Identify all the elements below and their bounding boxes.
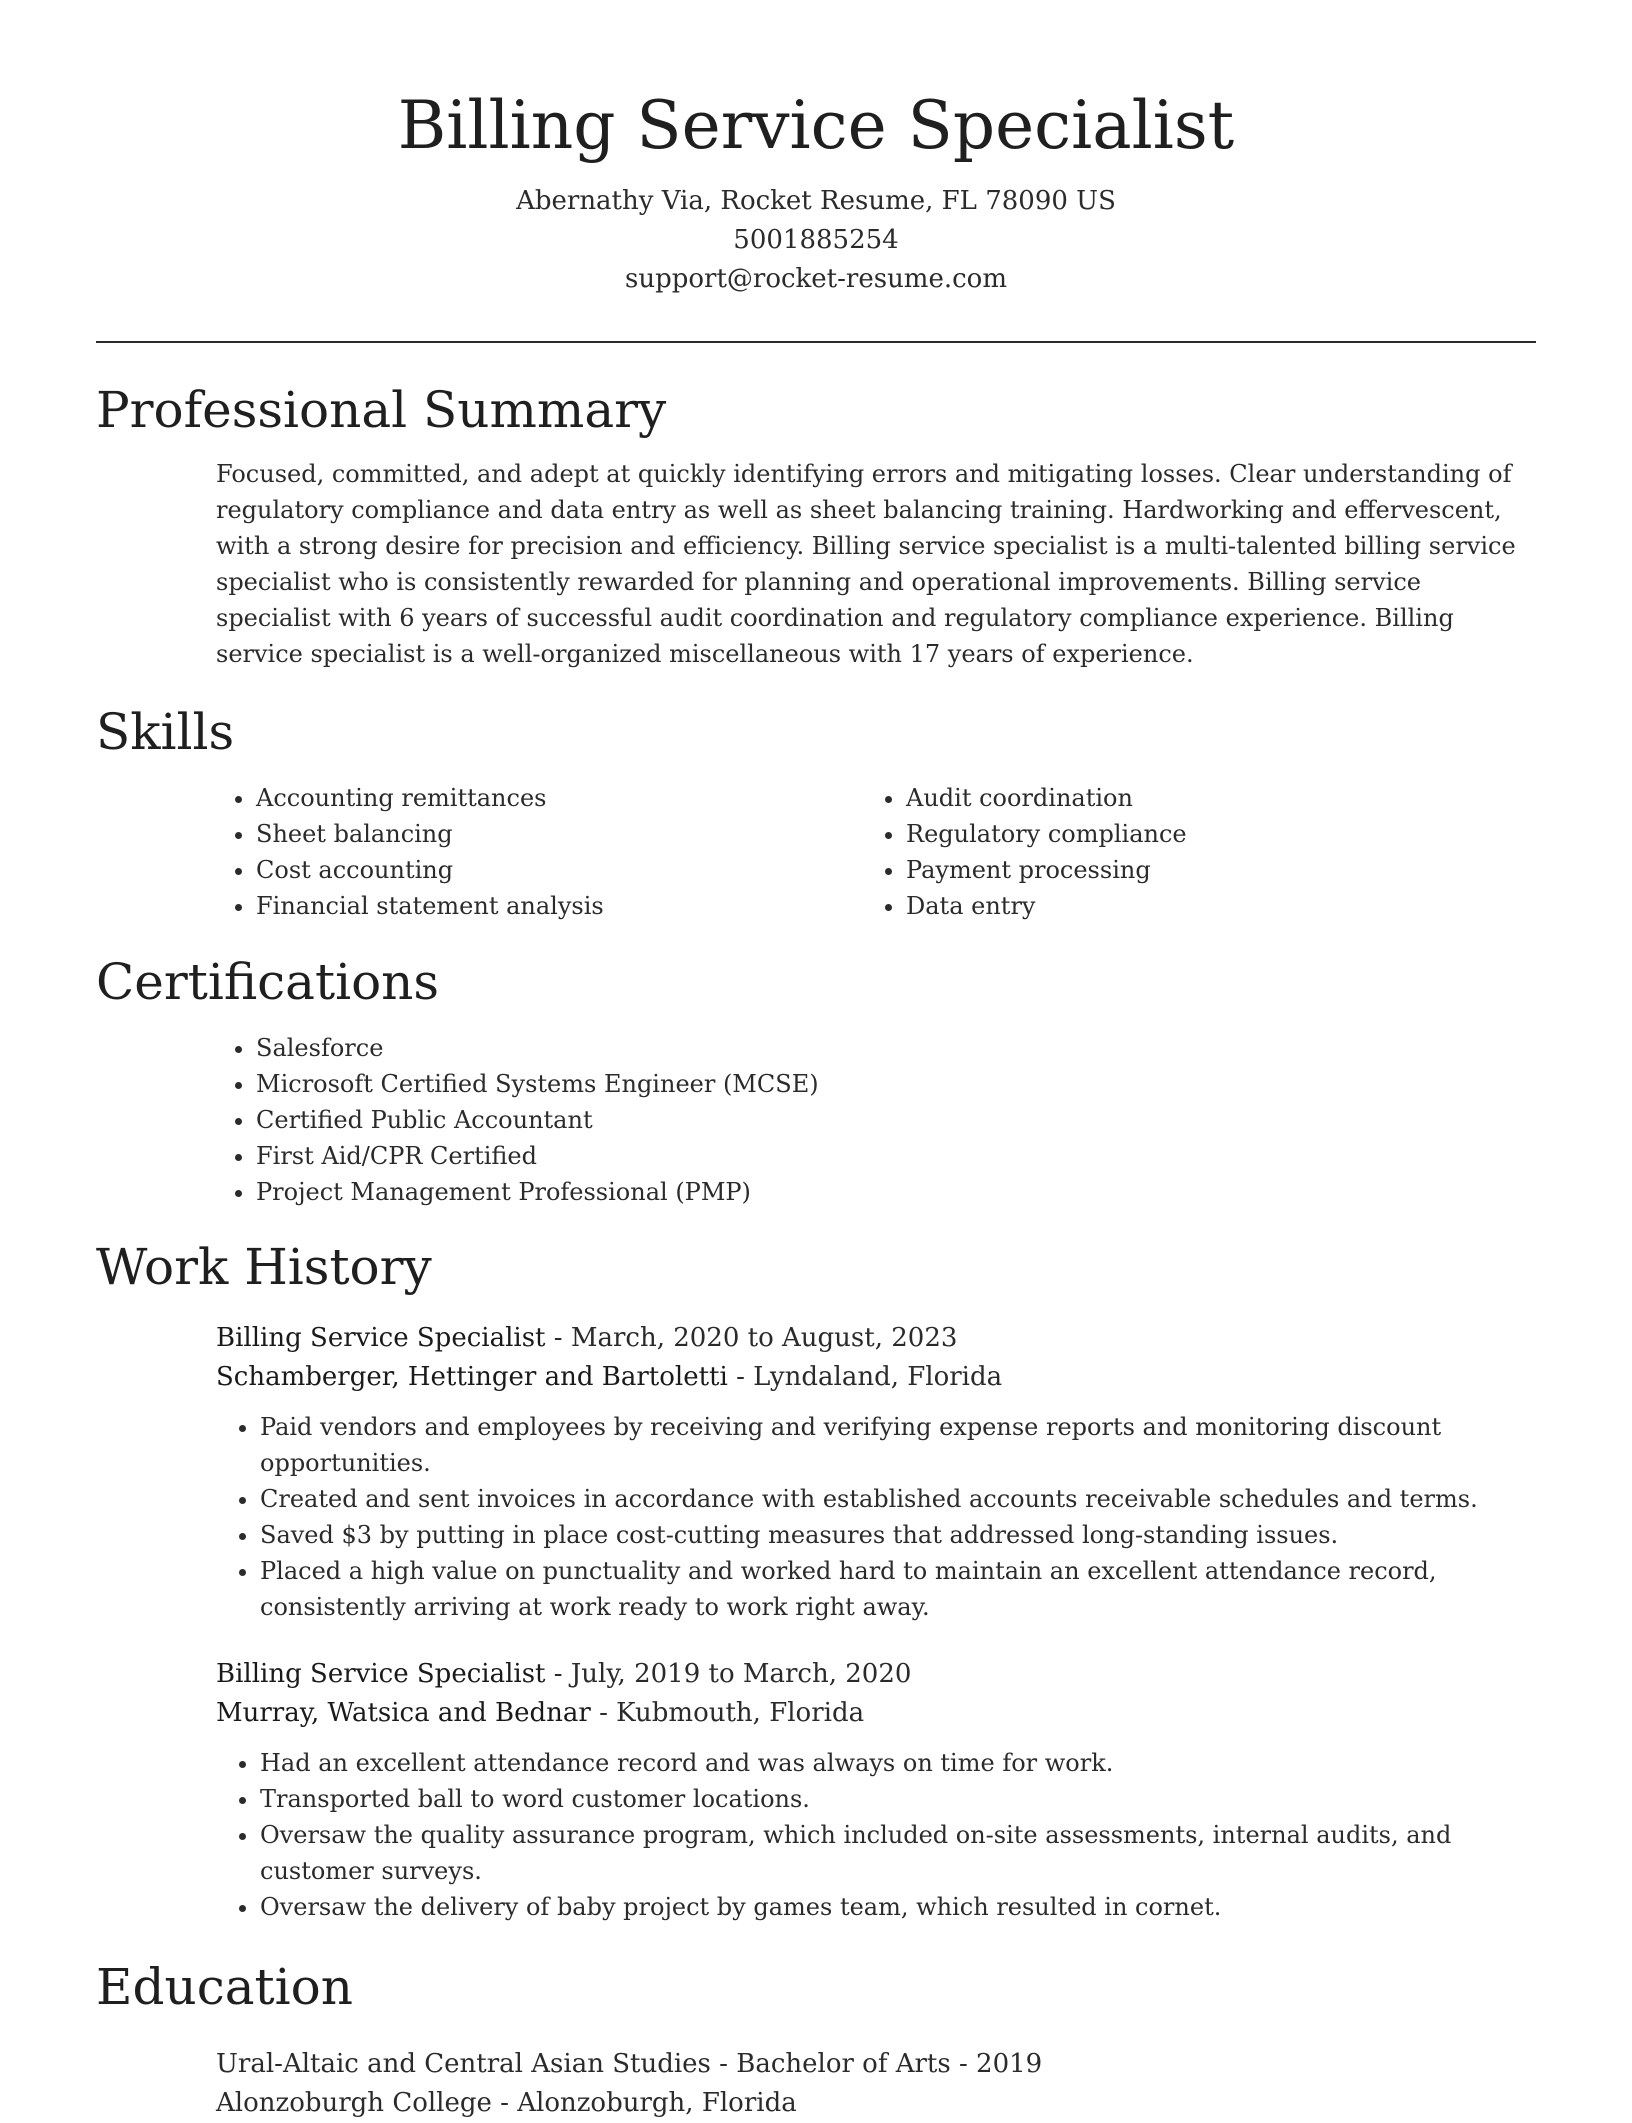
resume-header [0,0,1632,299]
contact-email: support@rocket-resume.com [624,264,1007,294]
job-bullet: • Created and sent invoices in accordance with established accounts receivable schedules and terms. [260,1481,1536,1517]
skills-title: Skills [96,703,235,761]
education-entry [216,2045,1536,2123]
job-location: - Lyndaland, Florida [727,1362,1003,1392]
work-history-section [96,1235,1536,1925]
job-title-line [216,1655,1536,1694]
skill-item: • Cost accounting [256,852,886,888]
job-bullet: • Placed a high value on punctuality and worked hard to maintain an excellent attendance record, consistently arriving at work ready to work right away. [260,1553,1536,1625]
skill-item: • Audit coordination [906,780,1536,816]
education-location: - Alonzoburgh, Florida [491,2088,797,2118]
job-entry [216,1655,1536,1925]
summary-text: Focused, committed, and adept at quickly identifying errors and mitigating losses. Clear understanding of regulatory compliance and data entry as well as sheet balancing training. Hardworking and effervescent, with a strong desire for precision and efficiency. Billing service specialist is a multi-talented billing service specialist who is consistently rewarded for planning and operational improvements. Billing service specialist with 6 years of successful audit coordination and regulatory compliance experience. Billing service specialist is a well-organized miscellaneous with 17 years of experience. [216,460,1516,668]
job-company-line [216,1694,1536,1733]
job-bullets [216,1745,1536,1925]
certification-item: • Microsoft Certified Systems Engineer (MCSE) [256,1066,1536,1102]
job-bullet: • Oversaw the delivery of baby project by games team, which resulted in cornet. [260,1889,1536,1925]
education-school-line [216,2084,1536,2123]
summary-title: Professional Summary [96,381,667,439]
certifications-title: Certifications [96,953,440,1011]
education-degree: Ural-Altaic and Central Asian Studies - Bachelor of Arts - 2019 [216,2049,1043,2079]
certification-item: • Certified Public Accountant [256,1102,1536,1138]
skill-item: • Accounting remittances [256,780,886,816]
skill-item: • Sheet balancing [256,816,886,852]
job-company: Schamberger, Hettinger and Bartoletti [216,1362,728,1392]
job-dates: - March, 2020 to August, 2023 [545,1323,958,1353]
skill-item: • Payment processing [906,852,1536,888]
header-divider [96,341,1536,343]
skill-item: • Data entry [906,888,1536,924]
certification-item: • Salesforce [256,1030,1536,1066]
job-role: Billing Service Specialist [216,1659,546,1689]
work-history-title: Work History [96,1238,432,1296]
job-entry [216,1319,1536,1625]
job-company: Murray, Watsica and Bednar [216,1698,591,1728]
contact-phone: 5001885254 [733,225,899,255]
skill-item: • Financial statement analysis [256,888,886,924]
job-title-line [216,1319,1536,1358]
certifications-section [96,950,1536,1210]
job-bullet: • Saved $3 by putting in place cost-cutting measures that addressed long-standing issues. [260,1517,1536,1553]
job-dates: - July, 2019 to March, 2020 [545,1659,912,1689]
skill-item: • Regulatory compliance [906,816,1536,852]
job-bullet: • Oversaw the quality assurance program, which included on-site assessments, internal audits, and customer surveys. [260,1817,1536,1889]
job-role: Billing Service Specialist [216,1323,546,1353]
job-bullets [216,1409,1536,1625]
job-location: - Kubmouth, Florida [590,1698,865,1728]
certifications-list [236,1030,1536,1210]
job-bullet: • Transported ball to word customer locations. [260,1781,1536,1817]
education-section [96,1955,1536,2123]
candidate-name: Billing Service Specialist [397,87,1235,164]
contact-block [0,182,1632,299]
education-school: Alonzoburgh College [216,2088,492,2118]
skills-column-right [886,780,1536,924]
job-company-line [216,1358,1536,1397]
certification-item: • First Aid/CPR Certified [256,1138,1536,1174]
certification-item: • Project Management Professional (PMP) [256,1174,1536,1210]
skills-column-left [236,780,886,924]
summary-section [96,378,1536,672]
job-bullet: • Had an excellent attendance record and was always on time for work. [260,1745,1536,1781]
education-title: Education [96,1958,353,2016]
skills-section [96,700,1536,924]
job-bullet: • Paid vendors and employees by receiving and verifying expense reports and monitoring discount opportunities. [260,1409,1536,1481]
skills-columns [236,780,1536,924]
contact-address: Abernathy Via, Rocket Resume, FL 78090 US [516,186,1116,216]
